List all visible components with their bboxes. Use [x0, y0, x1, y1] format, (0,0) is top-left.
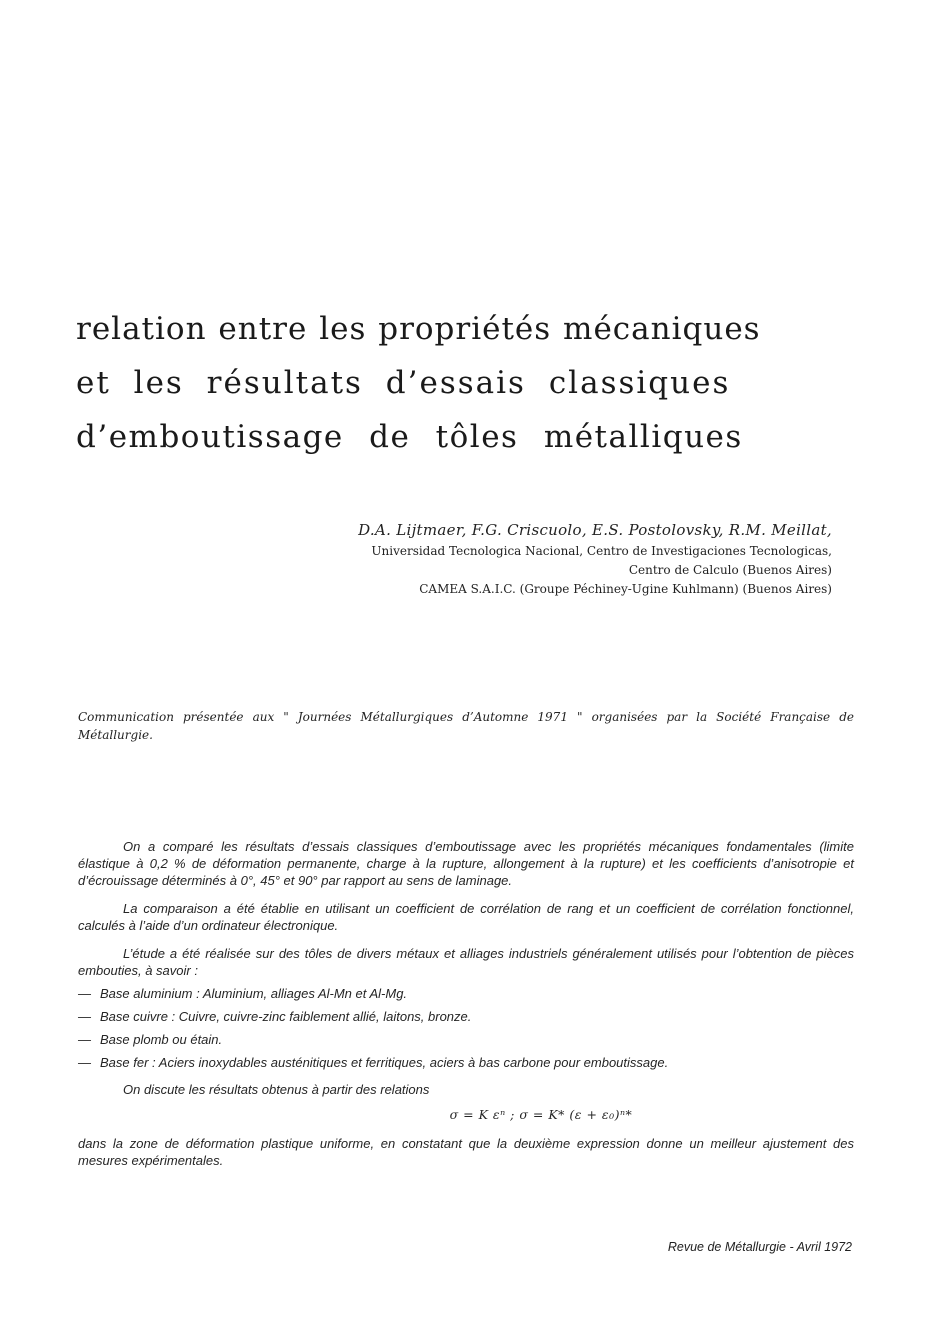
abstract-paragraph: La comparaison a été établie en utilisant un coefficient de corrélation de rang et un coefficient de corrélation fonctionnel, calculés à l’aide d’un ordinateur électronique.: [78, 901, 854, 933]
formula: σ = K εⁿ ; σ = K* (ε + ε₀)ⁿ*: [449, 1107, 633, 1122]
list-item: [78, 1008, 854, 1025]
communication-note: Communication présentée aux " Journées Métallurgiques d’Automne 1971 " organisées par la Société Française de Métallurgie.: [78, 710, 854, 742]
abstract-paragraph: On a comparé les résultats d’essais classiques d’emboutissage avec les propriétés mécaniques fondamentales (limite élastique à 0,2 % de déformation permanente, charge à la rupture, allongement à la rupture) et les coefficients d’anisotropie et d’écrouissage déterminés à 0°, 45° et 90° par rapport au sens de laminage.: [78, 839, 854, 888]
list-item: [78, 1031, 854, 1048]
authors-block: [358, 518, 832, 599]
abstract-paragraph: On discute les résultats obtenus à partir des relations: [123, 1082, 430, 1097]
author-affiliation: Centro de Calculo (Buenos Aires): [628, 563, 832, 577]
abstract: [78, 838, 854, 1180]
list-dash: —: [78, 1032, 91, 1047]
title-line: d’emboutissage de tôles métalliques: [76, 419, 743, 455]
article-title: [76, 302, 856, 464]
abstract-paragraph: dans la zone de déformation plastique uniforme, en constatant que la deuxième expression donne un meilleur ajustement des mesures expérimentales.: [78, 1136, 854, 1168]
list-dash: —: [78, 986, 91, 1001]
abstract-paragraph: L’étude a été réalisée sur des tôles de divers métaux et alliages industriels généralement utilisés pour l’obtention de pièces embouties, à savoir :: [78, 946, 854, 978]
list-item-text: Base aluminium : Aluminium, alliages Al-Mn et Al-Mg.: [100, 986, 408, 1001]
author-affiliation: CAMEA S.A.I.C. (Groupe Péchiney-Ugine Kuhlmann) (Buenos Aires): [419, 582, 832, 596]
author-names: D.A. Lijtmaer, F.G. Criscuolo, E.S. Postolovsky, R.M. Meillat,: [358, 521, 832, 539]
list-item-text: Base plomb ou étain.: [100, 1032, 223, 1047]
list-dash: —: [78, 1009, 91, 1024]
title-line: relation entre les propriétés mécaniques: [76, 311, 761, 347]
author-affiliation: Universidad Tecnologica Nacional, Centro de Investigaciones Tecnologicas,: [371, 544, 832, 558]
list-item: [78, 1054, 854, 1071]
title-line: et les résultats d’essais classiques: [76, 365, 731, 401]
list-item-text: Base fer : Aciers inoxydables austénitiques et ferritiques, aciers à bas carbone pour emboutissage.: [100, 1055, 669, 1070]
list-item-text: Base cuivre : Cuivre, cuivre-zinc faiblement allié, laitons, bronze.: [100, 1009, 472, 1024]
journal-footer: Revue de Métallurgie - Avril 1972: [667, 1240, 852, 1254]
list-item: [78, 985, 854, 1002]
list-dash: —: [78, 1055, 91, 1070]
